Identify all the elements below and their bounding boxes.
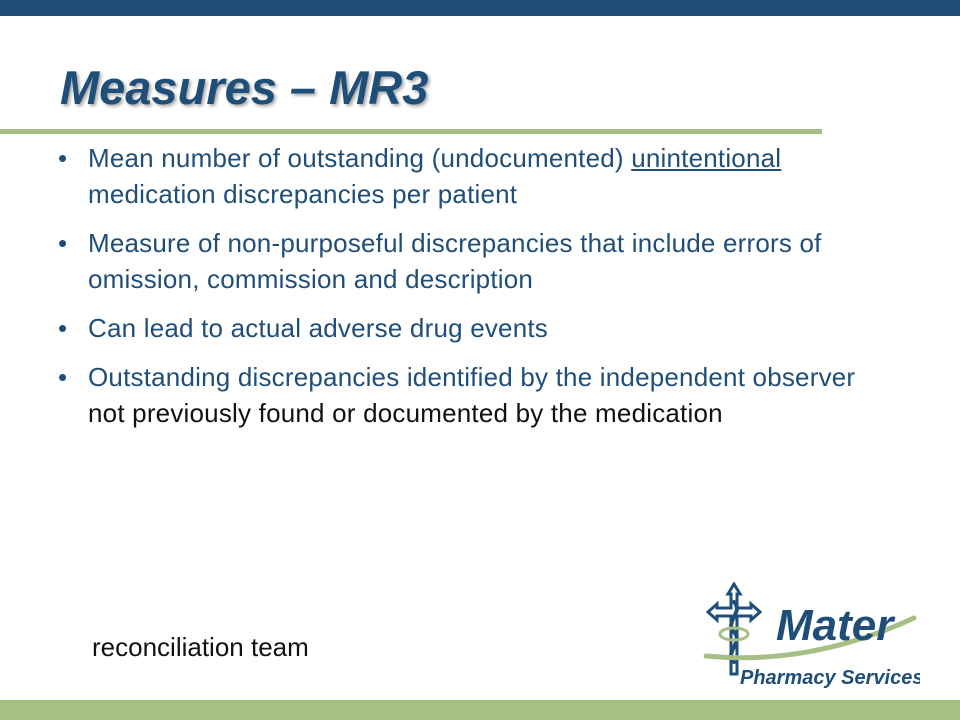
- title-underline-rule: [0, 129, 822, 134]
- bullet-marker: •: [58, 313, 68, 343]
- bullet-item-adverse-events: [58, 310, 858, 346]
- bullet-text-black: not previously found or documented by the medication: [88, 398, 723, 428]
- bullet-item-mean-discrepancies: [58, 140, 858, 212]
- bullet-list: [58, 140, 858, 444]
- bullet-text: Measure of non-purposeful discrepancies that include errors of omission, commission and description: [88, 228, 822, 294]
- bullet-text-blue: Outstanding discrepancies identified by the independent observer: [88, 362, 856, 392]
- bullet-item-outstanding: [58, 359, 858, 431]
- mater-pharmacy-logo: [700, 582, 920, 688]
- bullet-text-line1: Mean number of outstanding (undocumented): [88, 143, 624, 173]
- bullet-marker: •: [58, 143, 68, 173]
- bullet-text-rest: medication discrepancies per patient: [88, 179, 518, 209]
- bottom-banner-bar: [0, 700, 960, 720]
- continuation-text: reconciliation team: [92, 632, 309, 662]
- mater-logo-graphic: [700, 582, 920, 688]
- bullet-text: Can lead to actual adverse drug events: [88, 313, 548, 343]
- logo-subtitle-text: Pharmacy Services: [740, 667, 920, 688]
- bullet-item-non-purposeful: [58, 225, 858, 297]
- cross-emblem-icon: [708, 584, 760, 674]
- bullet-marker: •: [58, 362, 68, 392]
- bullet-marker: •: [58, 228, 68, 258]
- top-banner-bar: [0, 0, 960, 16]
- logo-name-text: Mater: [776, 601, 894, 650]
- slide-title: Measures – MR3: [60, 61, 429, 114]
- underlined-term: unintentional: [631, 143, 782, 173]
